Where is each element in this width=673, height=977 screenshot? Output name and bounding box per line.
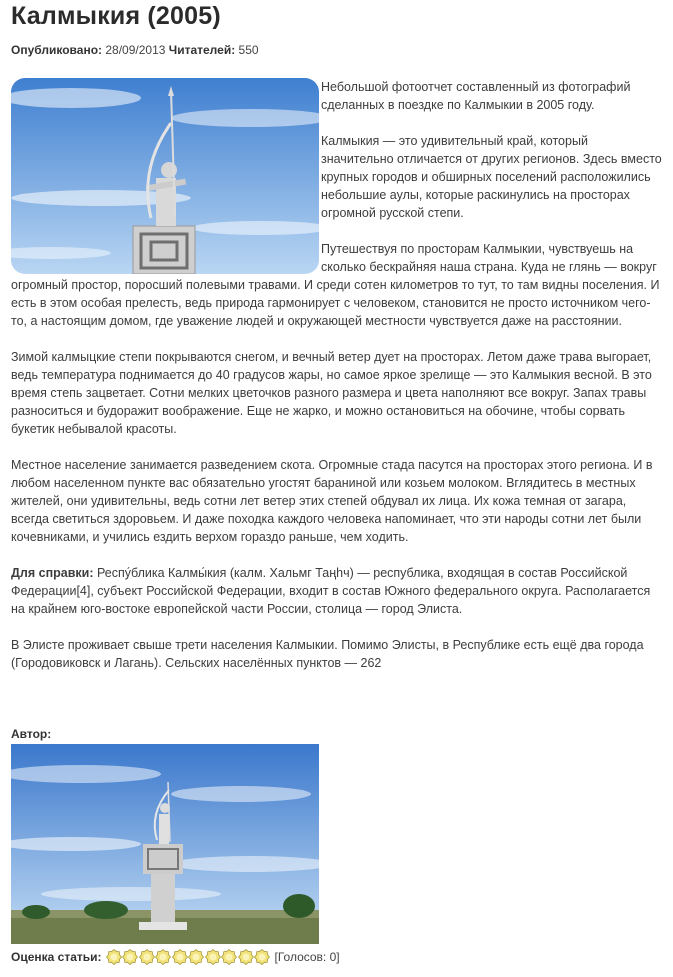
reference-text: Респу́блика Калмы́кия (калм. Хальмг Таңһч) — республика, входящая в состав Российской Федерации[4], субъект Российской Федерации, входит в состав Южного федерального округа. Располагается на крайнем юго-востоке европейской части России, столица — город Элиста. — [11, 566, 651, 616]
star-icon[interactable] — [254, 949, 270, 965]
paragraph-5: Местное население занимается разведением скота. Огромные стада пасутся на просторах этого региона. И в любом населенном пункте вас обязательно угостят бараниной или козьем молоком. Вглядитесь в местных жителей, они удивительны, ведь сотни лет ветер этих степей обдувал их лица. Их кожа темная от загара, всегда светиться здоровьем. И даже походка каждого человека напоминает, что эти народы сотни лет были кочевниками, и учились ездить верхом гораздо раньше, чем ходить. — [11, 458, 653, 544]
statue-photo-top — [11, 78, 319, 274]
star-icon[interactable] — [139, 949, 155, 965]
star-icon[interactable] — [188, 949, 204, 965]
author-label: Автор: — [11, 727, 52, 741]
published-date: 28/09/2013 — [105, 43, 166, 57]
star-icon[interactable] — [238, 949, 254, 965]
rating-label: Оценка статьи: — [11, 950, 102, 964]
readers-label: Читателей: — [168, 43, 236, 57]
star-icon[interactable] — [122, 949, 138, 965]
article-body — [11, 78, 663, 690]
readers-count: 550 — [238, 43, 259, 57]
paragraph-3: Путешествуя по просторам Калмыкии, чувствуешь на сколько бескрайняя наша страна. Куда не глянь — вокруг огромный простор, поросший полевыми травами. И среди сотен километров то тут, то там видны поселения. И есть в этом особая прелесть, ведь природа гармонирует с человеком, становится не просто источником чего-то, а настоящим домом, где уважение людей и окружающей местности чувствуется даже на расстоянии. — [11, 242, 660, 328]
paragraph-2: Калмыкия — это удивительный край, который значительно отличается от других регионов. Здесь вместо крупных городов и обширных поселений расположились небольшие аулы, которые раскинулись на просторах огромной русской степи. — [321, 134, 662, 220]
paragraph-4: Зимой калмыцкие степи покрываются снегом, и вечный ветер дует на просторах. Летом даже трава выгорает, ведь температура поднимается до 40 градусов жары, но самое яркое зрелище — это Калмыкия весной. В это время степь зацветает. Сотни мелких цветочков разного размера и цвета наполняют все вокруг. Запах травы разноситься и будоражит воображение. Еще не жарко, и можно остановиться на обочине, чтобы сорвать букетик небывалой красоты. — [11, 350, 652, 436]
paragraph-reference — [11, 564, 663, 618]
star-icon[interactable] — [155, 949, 171, 965]
article-rating — [11, 949, 340, 965]
star-icon[interactable] — [205, 949, 221, 965]
star-icon[interactable] — [172, 949, 188, 965]
reference-label: Для справки: — [11, 566, 94, 580]
paragraph-1: Небольшой фотоотчет составленный из фотографий сделанных в поездке по Калмыкии в 2005 году. — [321, 80, 631, 112]
star-icon[interactable] — [221, 949, 237, 965]
published-label: Опубликовано: — [11, 43, 103, 57]
votes-count: [Голосов: 0] — [274, 950, 340, 964]
rating-stars[interactable] — [106, 949, 271, 965]
star-icon[interactable] — [106, 949, 122, 965]
article-title: Калмыкия (2005) — [11, 2, 221, 30]
paragraph-7: В Элисте проживает свыше трети населения Калмыкии. Помимо Элисты, в Республике есть ещё два города (Городовиковск и Лагань). Сельских населённых пунктов — 262 — [11, 638, 644, 670]
statue-photo-bottom — [11, 744, 319, 944]
article-meta — [11, 43, 259, 57]
